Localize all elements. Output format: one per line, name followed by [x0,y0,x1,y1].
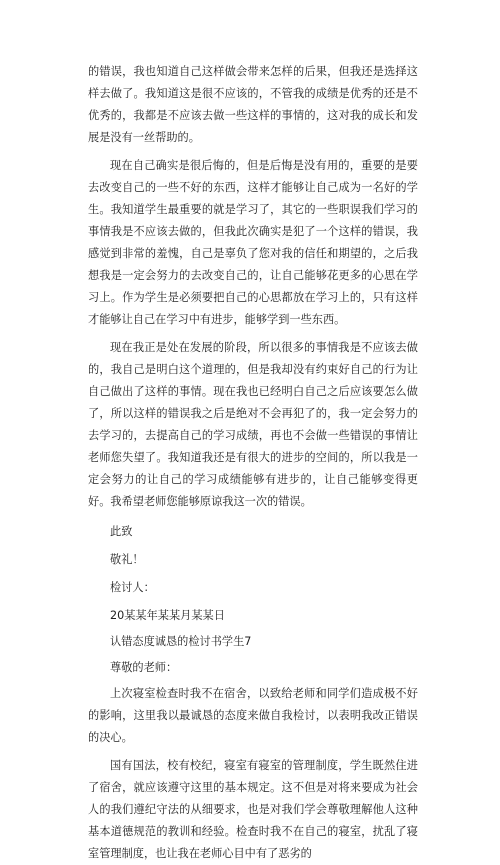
closing-line: 此致 [110,525,133,538]
date-line: 20某某年某某月某某日 [110,609,225,622]
paragraph: 上次寝室检查时我不在宿舍，以致给老师和同学们造成极不好的影响，这里我以最诚恳的态度来做自我检讨，以表明我改正错误的决心。 [88,687,418,744]
paragraph: 现在自己确实是很后悔的，但是后悔是没有用的，重要的是要去改变自己的一些不好的东西，这样才能够让自己成为一名好的学生。我知道学生最重要的就是学习了，其它的一些职误我们学习的事情我是不应该去做的，但我此次确实是犯了一个这样的错误，我感觉到非常的羞愧，自己是辜负了您对我的信任和期望的，之后我想我是一定会努力的去改变自己的，让自己能够花更多的心思在学习上。作为学生是必须要把自己的心思都放在学习上的，只有这样才能够让自己在学习中有进步，能够学到一些东西。 [88,159,418,326]
paragraph: 的错误，我也知道自己这样做会带来怎样的后果，但我还是选择这样去做了。我知道这是很不应该的，不管我的成绩是优秀的还是不优秀的，我都是不应该去做一些这样的事情的，这对我的成长和发展是没有一丝帮助的。 [88,65,418,144]
section-title: 认错态度诚恳的检讨书学生7 [110,635,252,648]
closing-line: 敬礼！ [110,553,144,566]
document-body [88,61,418,865]
signer-label: 检讨人： [110,581,155,594]
salutation: 尊敬的老师： [110,661,178,674]
paragraph: 现在我正是处在发展的阶段，所以很多的事情我是不应该去做的，我自己是明白这个道理的，但是我却没有约束好自己的行为让自己做出了这样的事情。现在我也已经明白自己之后应该要怎么做了，所以这样的错误我之后是绝对不会再犯了的，我一定会努力的去学习的，去提高自己的学习成绩，再也不会做一些错误的事情让老师您失望了。我知道我还是有很大的进步的空间的，所以我是一定会努力的让自己的学习成绩能够有进步的，让自己能够变得更好。我希望老师您能够原谅我这一次的错误。 [88,341,418,508]
paragraph: 国有国法，校有校纪，寝室有寝室的管理制度，学生既然住进了宿舍，就应该遵守这里的基本规定。这不但是对将来要成为社会人的我们遵纪守法的从细要求，也是对我们学会尊敬理解他人这种基本道德规范的教训和经验。检查时我不在自己的寝室，扰乱了寝室管理制度，也让我在老师心目中有了恶劣的 [88,759,418,860]
